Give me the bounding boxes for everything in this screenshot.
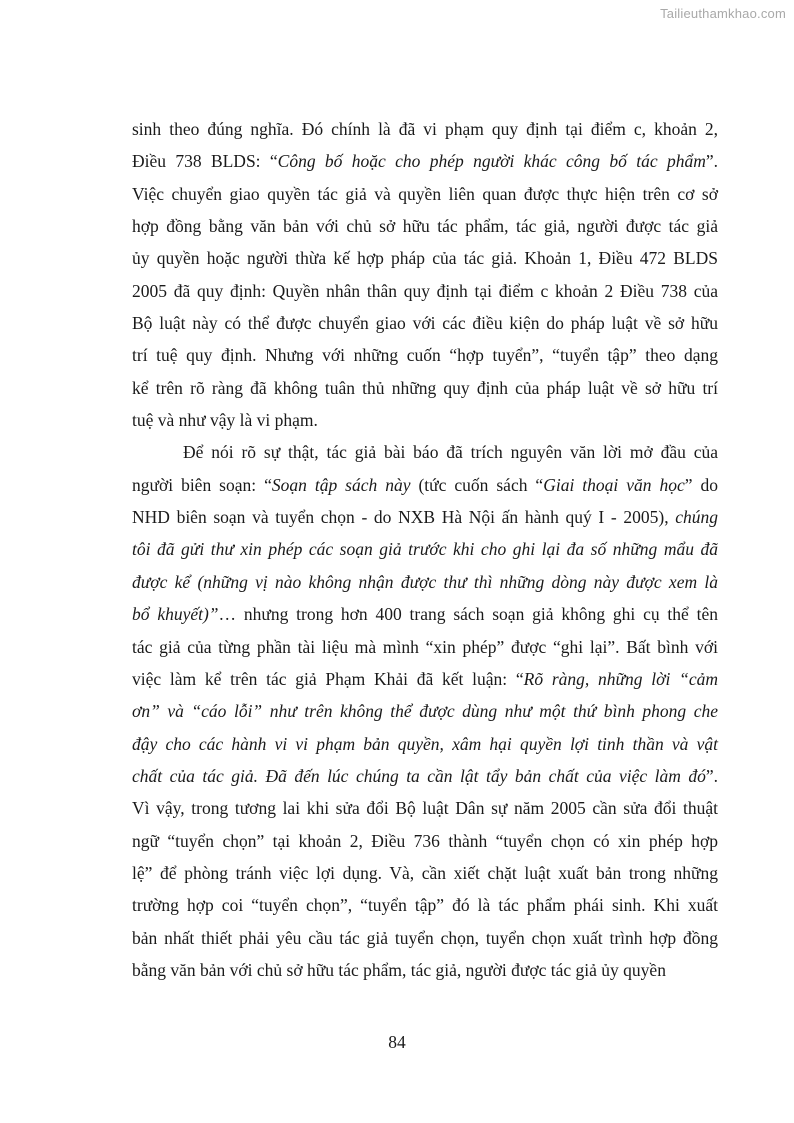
text-line (132, 469, 718, 501)
italic-run: được kể (những vị nào không nhận được thư thì những dòng này được xem là (132, 571, 718, 592)
text-line (132, 760, 718, 792)
italic-run: chất của tác giả. Đã đến lúc chúng ta cần lật tẩy bản chất của việc làm đó (132, 765, 706, 786)
text-line (132, 825, 718, 857)
text-run: ngữ “tuyển chọn” tại khoản 2, Điều 736 thành “tuyển chọn có xin phép hợp (132, 830, 718, 851)
text-line (132, 145, 718, 177)
italic-run: Rõ ràng, những lời “cảm (523, 668, 718, 689)
text-run: tác giả của từng phần tài liệu mà mình “xin phép” được “ghi lại”. Bất bình với (132, 636, 718, 657)
italic-run: Soạn tập sách này (271, 474, 411, 495)
text-run: sinh theo đúng nghĩa. Đó chính là đã vi phạm quy định tại điểm c, khoản 2, (132, 119, 718, 139)
page-number: 84 (388, 1032, 406, 1052)
text-run: Bộ luật này có thể được chuyển giao với các điều kiện do pháp luật về sở hữu (132, 313, 718, 334)
text-run: trí tuệ quy định. Nhưng với những cuốn “hợp tuyển”, “tuyển tập” theo dạng (132, 345, 718, 366)
paragraph (132, 113, 718, 436)
italic-run: tôi đã gửi thư xin phép các soạn giả trước khi cho ghi lại đa số những mẩu đã (132, 539, 718, 560)
italic-run: chúng (675, 507, 718, 528)
text-run: bằng văn bản với chủ sở hữu tác phẩm, tác giả, người được tác giả ủy quyền (132, 959, 666, 980)
text-run: Điều 738 BLDS: “ (132, 151, 278, 172)
text-line (132, 922, 718, 954)
text-run: … nhưng trong hơn 400 trang sách soạn giả không ghi cụ thể tên (218, 604, 718, 625)
text-run: Để nói rõ sự thật, tác giả bài báo đã trích nguyên văn lời mở đầu của (183, 442, 718, 463)
text-line (132, 242, 718, 274)
italic-run: ơn” và “cáo lỗi” như trên không thể được dùng như một thứ bình phong che (132, 701, 718, 722)
text-run: tuệ và như vậy là vi phạm. (132, 410, 318, 431)
text-line (132, 663, 718, 695)
italic-run: đậy cho các hành vi vi phạm bản quyền, xâm hại quyền lợi tinh thần và vật (132, 733, 718, 754)
text-line (132, 533, 718, 565)
text-line (132, 178, 718, 210)
page-body (132, 113, 718, 986)
text-run: việc làm kể trên tác giả Phạm Khải đã kết luận: “ (132, 668, 524, 689)
text-run: ”. (705, 151, 718, 172)
text-line (132, 275, 718, 307)
text-run: bản nhất thiết phải yêu cầu tác giả tuyển chọn, tuyển chọn xuất trình hợp đồng (132, 927, 718, 948)
text-run: Việc chuyển giao quyền tác giả và quyền liên quan được thực hiện trên cơ sở (132, 183, 718, 204)
text-line (132, 307, 718, 339)
text-run: trường hợp coi “tuyển chọn”, “tuyển tập” đó là tác phẩm phái sinh. Khi xuất (132, 895, 718, 916)
italic-run: Giai thoại văn học (543, 474, 685, 495)
text-line (132, 210, 718, 242)
text-run: ”. (705, 765, 718, 786)
text-line (132, 436, 718, 468)
italic-run: bổ khuyết)” (132, 604, 219, 625)
text-run: (tức cuốn sách “ (410, 474, 544, 495)
italic-run: Công bố hoặc cho phép người khác công bố tác phẩm (277, 151, 706, 172)
text-run: NHD biên soạn và tuyển chọn - do NXB Hà Nội ấn hành quý I - 2005), (132, 507, 676, 528)
text-line (132, 889, 718, 921)
text-line (132, 954, 718, 986)
text-line (132, 792, 718, 824)
text-run: 2005 đã quy định: Quyền nhân thân quy định tại điểm c khoản 2 Điều 738 của (132, 280, 718, 301)
text-line (132, 598, 718, 630)
text-run: ủy quyền hoặc người thừa kế hợp pháp của tác giả. Khoản 1, Điều 472 BLDS (132, 248, 718, 269)
watermark: Tailieuthamkhao.com (660, 6, 786, 21)
text-line (132, 372, 718, 404)
text-line (132, 113, 718, 145)
text-line (132, 728, 718, 760)
text-line (132, 566, 718, 598)
text-run: ” do (684, 474, 718, 495)
text-run: Vì vậy, trong tương lai khi sửa đổi Bộ luật Dân sự năm 2005 cần sửa đổi thuật (132, 798, 718, 819)
text-line (132, 857, 718, 889)
text-line (132, 695, 718, 727)
text-line (132, 501, 718, 533)
paragraph (132, 436, 718, 986)
text-run: người biên soạn: “ (132, 474, 272, 495)
text-run: kể trên rõ ràng đã không tuân thủ những quy định của pháp luật về sở hữu trí (132, 377, 718, 398)
text-line (132, 339, 718, 371)
text-run: hợp đồng bằng văn bản với chủ sở hữu tác phẩm, tác giả, người được tác giả (132, 216, 718, 237)
text-line (132, 631, 718, 663)
text-run: lệ” để phòng tránh việc lợi dụng. Và, cần xiết chặt luật xuất bản trong những (132, 862, 718, 883)
text-line (132, 404, 718, 436)
